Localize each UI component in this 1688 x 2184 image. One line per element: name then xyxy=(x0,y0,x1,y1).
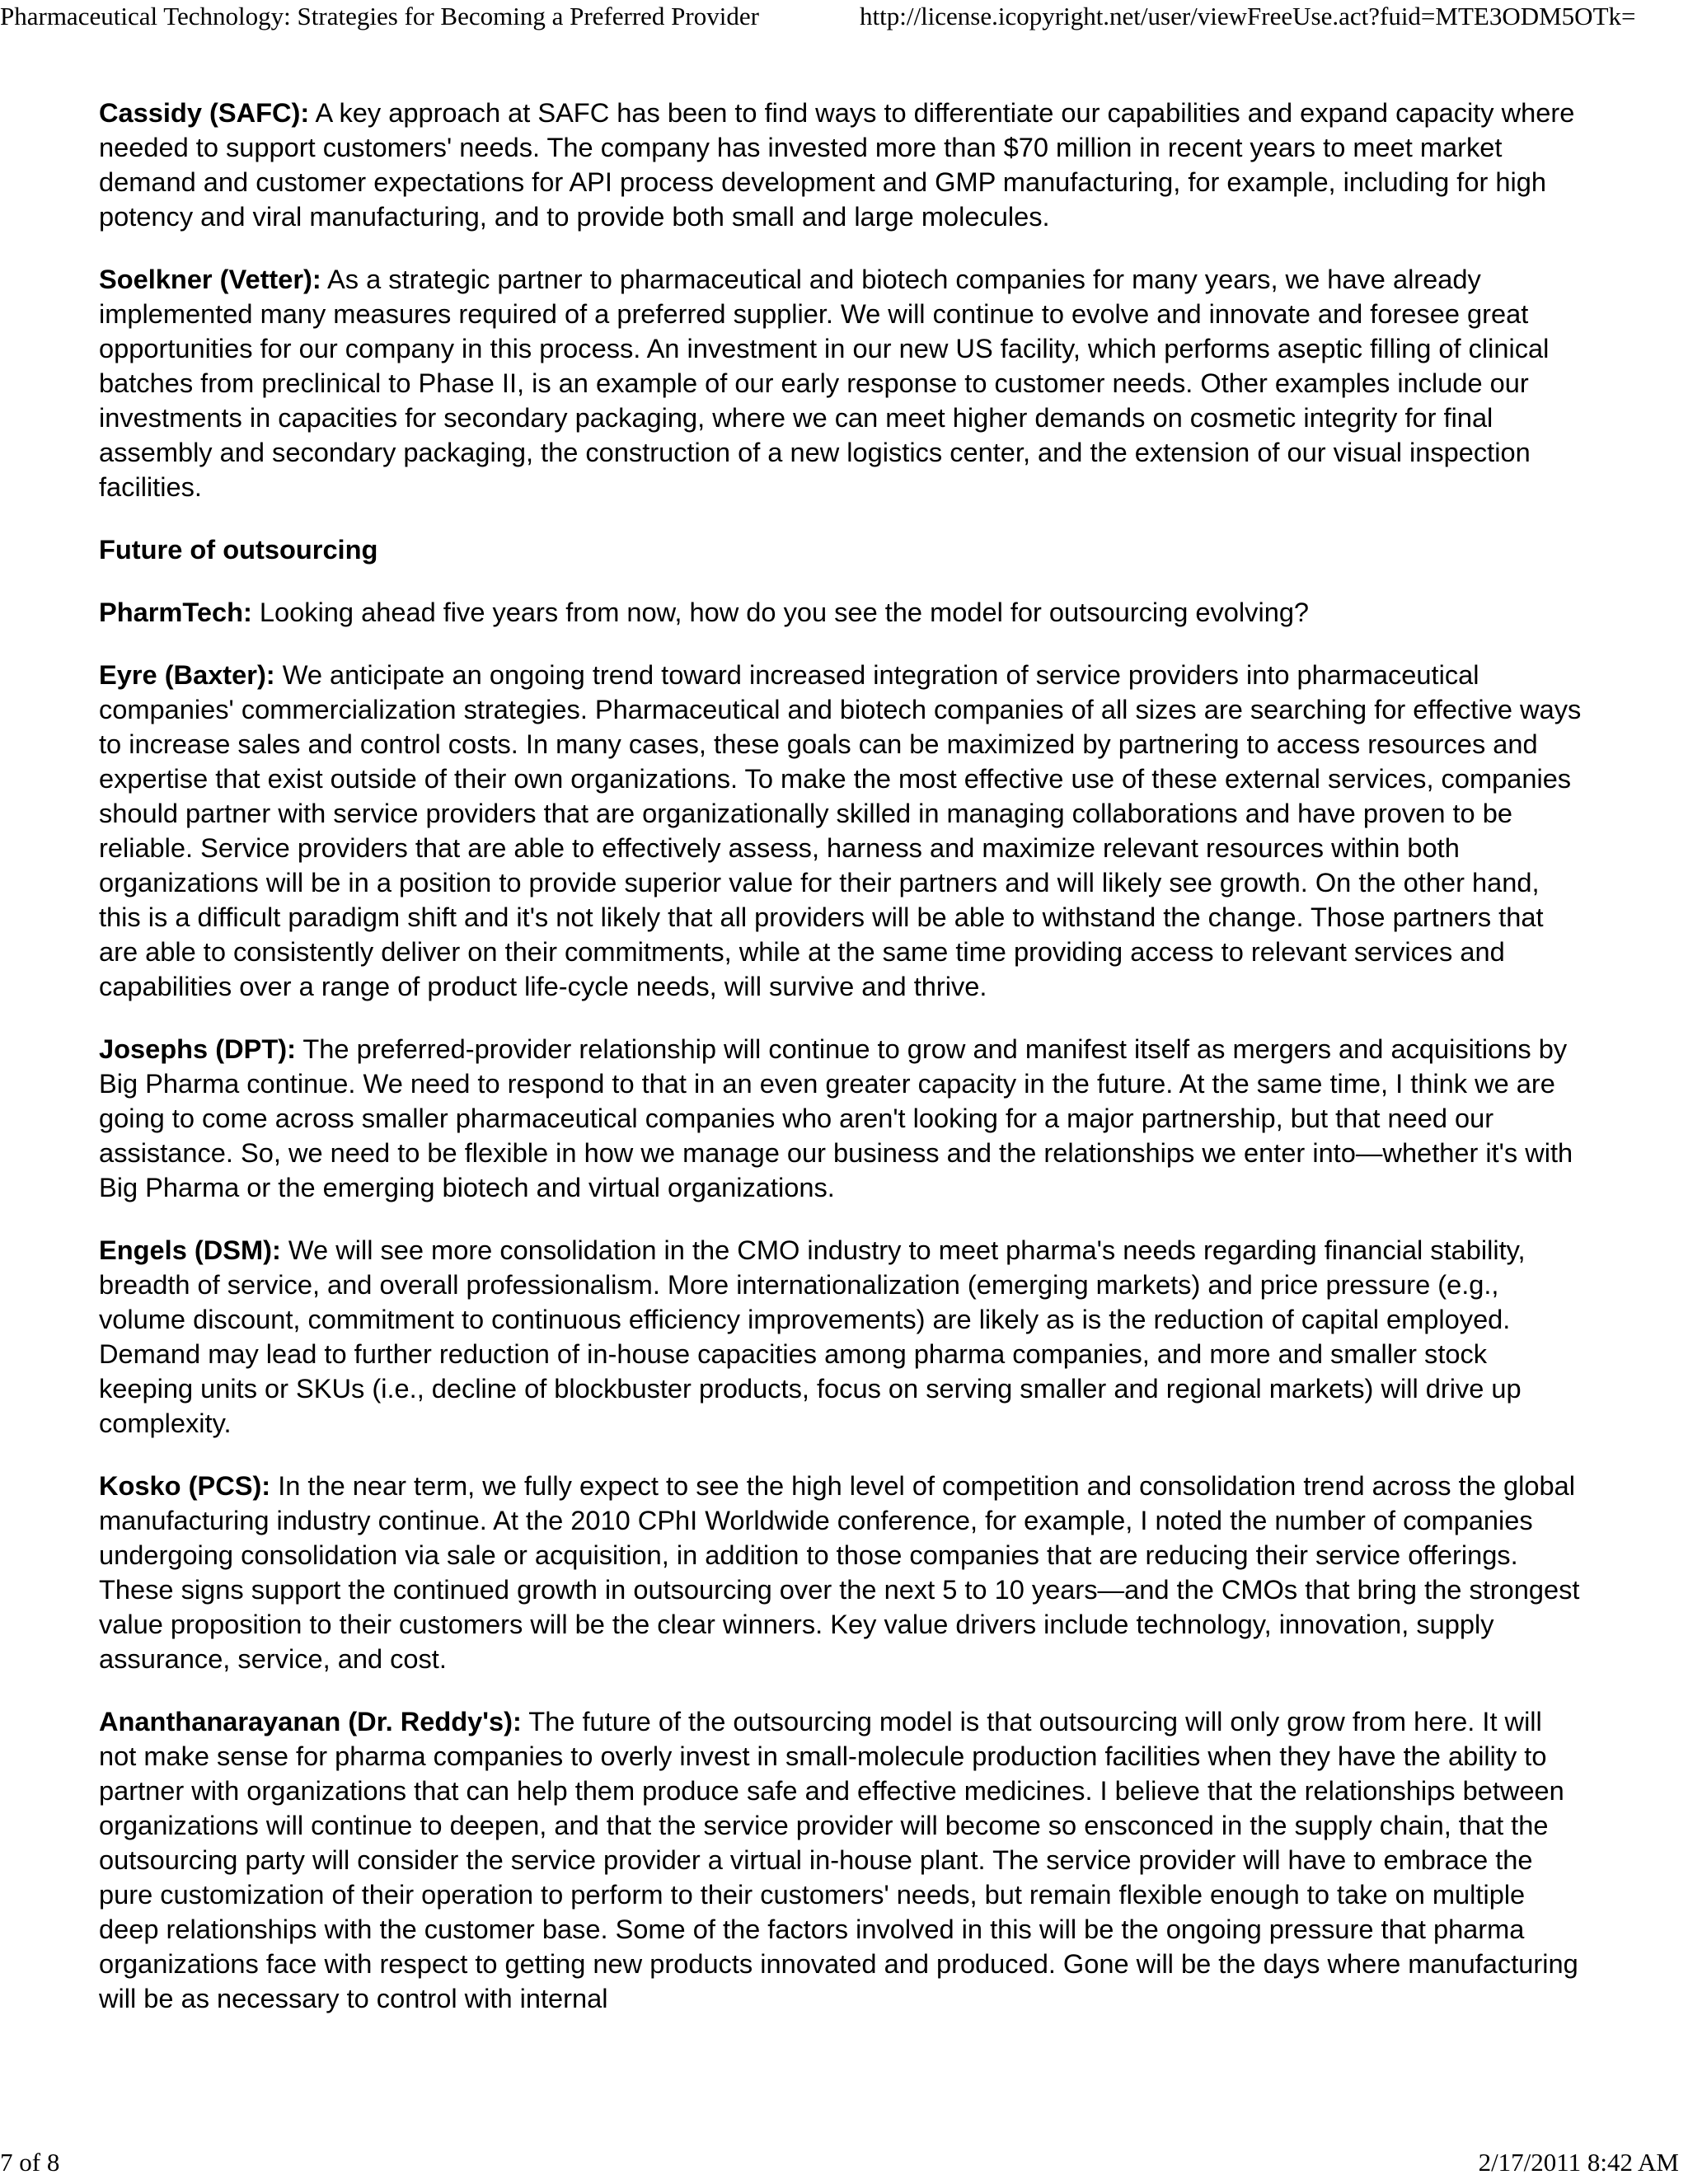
article-body xyxy=(99,96,1582,2044)
paragraph-eyre xyxy=(99,658,1582,1004)
speaker-label: Engels (DSM): xyxy=(99,1235,281,1265)
speaker-label: Eyre (Baxter): xyxy=(99,659,275,690)
document-title: Pharmaceutical Technology: Strategies for Becoming a Preferred Provider xyxy=(0,2,759,30)
paragraph-kosko xyxy=(99,1469,1582,1676)
speaker-label: Cassidy (SAFC): xyxy=(99,97,310,128)
paragraph-text: In the near term, we fully expect to see the high level of competition and consolidation trend across the global manufacturing industry continue. At the 2010 CPhI Worldwide conference, for example, I noted the number of companies undergoing consolidation via sale or acquisition, in addition to those companies that are reducing their service offerings. These signs support the continued growth in outsourcing over the next 5 to 10 years—and the CMOs that bring the strongest value proposition to their customers will be the clear winners. Key value drivers include technology, innovation, supply assurance, service, and cost. xyxy=(99,1470,1580,1674)
paragraph-text: We anticipate an ongoing trend toward increased integration of service providers into pharmaceutical companies' commercialization strategies. Pharmaceutical and biotech companies of all sizes are searching for effective ways to increase sales and control costs. In many cases, these goals can be maximized by partnering to access resources and expertise that exist outside of their own organizations. To make the most effective use of these external services, companies should partner with service providers that are organizationally skilled in managing collaborations and have proven to be reliable. Service providers that are able to effectively assess, harness and maximize relevant resources within both organizations will be in a position to provide superior value for their partners and will likely see growth. On the other hand, this is a difficult paradigm shift and it's not likely that all providers will be able to withstand the change. Those partners that are able to consistently deliver on their commitments, while at the same time providing access to relevant services and capabilities over a range of product life-cycle needs, will survive and thrive. xyxy=(99,659,1582,1001)
paragraph-text: As a strategic partner to pharmaceutical and biotech companies for many years, we have already implemented many measures required of a preferred supplier. We will continue to evolve and innovate and foresee great opportunities for our company in this process. An investment in our new US facility, which performs aseptic filling of clinical batches from preclinical to Phase II, is an example of our early response to customer needs. Other examples include our investments in capacities for secondary packaging, where we can meet higher demands on cosmetic integrity for final assembly and secondary packaging, the construction of a new logistics center, and the extension of our visual inspection facilities. xyxy=(99,264,1550,502)
source-url: http://license.icopyright.net/user/viewFreeUse.act?fuid=MTE3ODM5OTk= xyxy=(860,2,1636,30)
paragraph-engels xyxy=(99,1233,1582,1441)
paragraph-soelkner xyxy=(99,262,1582,504)
page-number: 7 of 8 xyxy=(0,2148,60,2177)
speaker-label: PharmTech: xyxy=(99,597,252,627)
paragraph-josephs xyxy=(99,1032,1582,1205)
speaker-label: Kosko (PCS): xyxy=(99,1470,271,1501)
section-heading: Future of outsourcing xyxy=(99,534,378,565)
paragraph-pharmtech-question xyxy=(99,595,1582,630)
speaker-label: Josephs (DPT): xyxy=(99,1033,296,1064)
print-footer xyxy=(0,2146,1688,2179)
paragraph-ananthanarayanan xyxy=(99,1704,1582,2016)
print-header xyxy=(0,0,1688,33)
speaker-label: Ananthanarayanan (Dr. Reddy's): xyxy=(99,1706,522,1736)
paragraph-text: Looking ahead five years from now, how do you see the model for outsourcing evolving? xyxy=(251,597,1310,627)
print-datetime: 2/17/2011 8:42 AM xyxy=(1478,2148,1679,2177)
paragraph-text: The preferred-provider relationship will continue to grow and manifest itself as mergers and acquisitions by Big Pharma continue. We need to respond to that in an even greater capacity in the future. At the same time, I think we are going to come across smaller pharmaceutical companies who aren't looking for a major partnership, but that need our assistance. So, we need to be flexible in how we manage our business and the relationships we enter into—whether it's with Big Pharma or the emerging biotech and virtual organizations. xyxy=(99,1033,1573,1202)
paragraph-text: The future of the outsourcing model is that outsourcing will only grow from here. It will not make sense for pharma companies to overly invest in small-molecule production facilities when they have the ability to partner with organizations that can help them produce safe and effective medicines. I believe that the relationships between organizations will continue to deepen, and that the service provider will become so ensconced in the supply chain, that the outsourcing party will consider the service provider a virtual in-house plant. The service provider will have to embrace the pure customization of their operation to perform to their customers' needs, but remain flexible enough to take on multiple deep relationships with the customer base. Some of the factors involved in this will be the ongoing pressure that pharma organizations face with respect to getting new products innovated and produced. Gone will be the days where manufacturing will be as necessary to control with internal xyxy=(99,1706,1578,2013)
paragraph-cassidy xyxy=(99,96,1582,234)
paragraph-text: A key approach at SAFC has been to find ways to differentiate our capabilities and expand capacity where needed to support customers' needs. The company has invested more than $70 million in recent years to meet market demand and customer expectations for API process development and GMP manufacturing, for example, including for high potency and viral manufacturing, and to provide both small and large molecules. xyxy=(99,97,1575,232)
paragraph-text: We will see more consolidation in the CMO industry to meet pharma's needs regarding financial stability, breadth of service, and overall professionalism. More internationalization (emerging markets) and price pressure (e.g., volume discount, commitment to continuous efficiency improvements) are likely as is the reduction of capital employed. Demand may lead to further reduction of in-house capacities among pharma companies, and more and smaller stock keeping units or SKUs (i.e., decline of blockbuster products, focus on serving smaller and regional markets) will drive up complexity. xyxy=(99,1235,1526,1438)
speaker-label: Soelkner (Vetter): xyxy=(99,264,321,294)
